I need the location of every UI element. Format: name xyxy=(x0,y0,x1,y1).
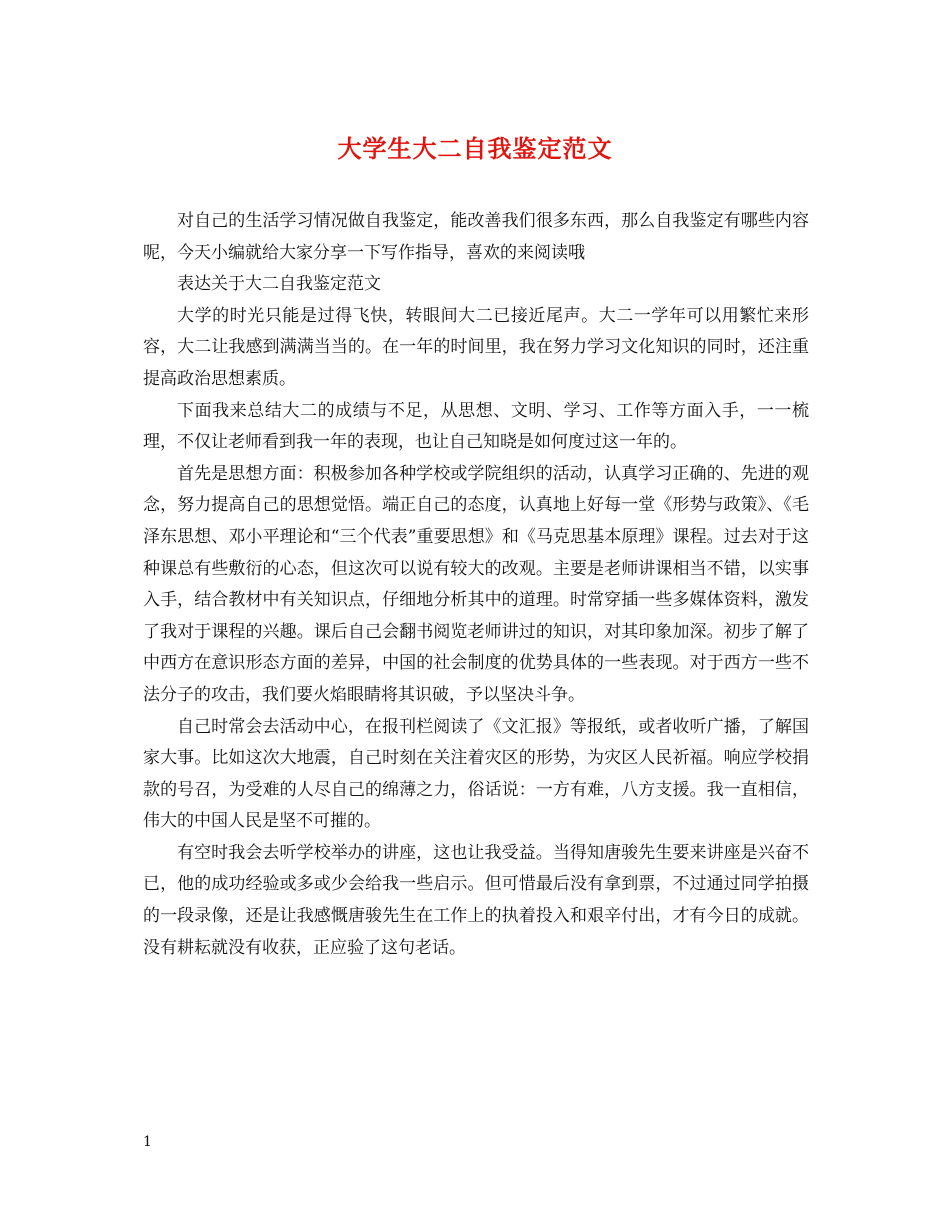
paragraph-subheading: 表达关于大二自我鉴定范文 xyxy=(177,274,381,295)
paragraph-news: 自己时常会去活动中心，在报刊栏阅读了《文汇报》等报纸，或者收听广播，了解国家大事。比如这次大地震，自己时刻在关注着灾区的形势，为灾区人民祈福。响应学校捐款的号召，为受难的人尽自己的绵薄之力，俗话说：一方有难，八方支援。我一直相信，伟大的中国人民是坚不可摧的。 xyxy=(143,716,809,832)
paragraph-intro: 对自己的生活学习情况做自我鉴定，能改善我们很多东西，那么自我鉴定有哪些内容呢，今天小编就给大家分享一下写作指导，喜欢的来阅读哦 xyxy=(143,211,809,263)
page-number: 1 xyxy=(143,1134,152,1150)
document-body xyxy=(143,206,809,964)
paragraph-thought: 首先是思想方面：积极参加各种学校或学院组织的活动，认真学习正确的、先进的观念，努力提高自己的思想觉悟。端正自己的态度，认真地上好每一堂《形势与政策》、《毛泽东思想、邓小平理论和“三个代表”重要思想》和《马克思基本原理》课程。过去对于这种课总有些敷衍的心态，但这次可以说有较大的改观。主要是老师讲课相当不错，以实事入手，结合教材中有关知识点，仔细地分析其中的道理。时常穿插一些多媒体资料，激发了我对于课程的兴趣。课后自己会翻书阅览老师讲过的知识，对其印象加深。初步了解了中西方在意识形态方面的差异，中国的社会制度的优势具体的一些表现。对于西方一些不法分子的攻击，我们要火焰眼睛将其识破，予以坚决斗争。 xyxy=(143,463,809,705)
document-title: 大学生大二自我鉴定范文 xyxy=(337,134,613,163)
paragraph-lectures: 有空时我会去听学校举办的讲座，这也让我受益。当得知唐骏先生要来讲座是兴奋不已，他的成功经验或多或少会给我一些启示。但可惜最后没有拿到票，不过通过同学拍摄的一段录像，还是让我感慨唐骏先生在工作上的执着投入和艰辛付出，才有今日的成就。没有耕耘就没有收获，正应验了这句老话。 xyxy=(143,842,809,958)
paragraph-summary: 下面我来总结大二的成绩与不足，从思想、文明、学习、工作等方面入手，一一梳理，不仅让老师看到我一年的表现，也让自己知晓是如何度过这一年的。 xyxy=(143,400,809,453)
paragraph-opening: 大学的时光只能是过得飞快，转眼间大二已接近尾声。大二一学年可以用繁忙来形容，大二让我感到满满当当的。在一年的时间里，我在努力学习文化知识的同时，还注重提高政治思想素质。 xyxy=(143,305,809,389)
